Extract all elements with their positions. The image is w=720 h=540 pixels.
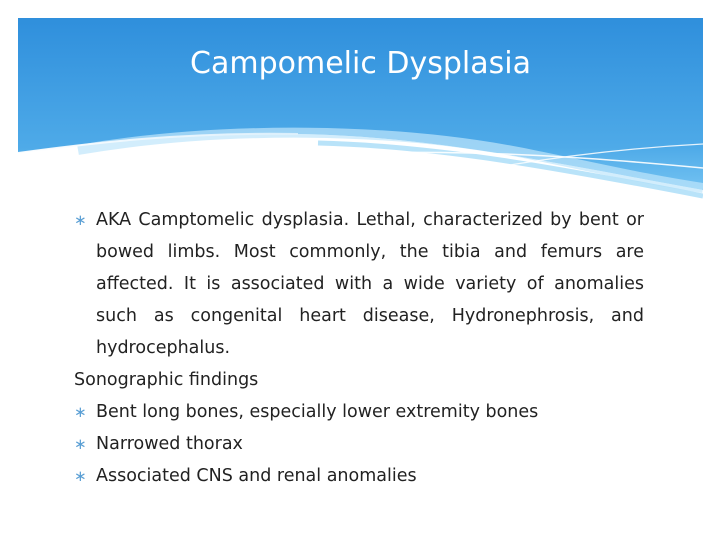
slide-body xyxy=(74,204,644,492)
list-item xyxy=(74,204,644,364)
list-item xyxy=(74,460,644,492)
list-item xyxy=(74,396,644,428)
asterisk-bullet-icon: ∗ xyxy=(74,435,87,453)
section-heading: Sonographic findings xyxy=(74,370,259,390)
finding-text: Narrowed thorax xyxy=(96,434,243,454)
asterisk-bullet-icon: ∗ xyxy=(74,211,87,229)
intro-text: AKA Camptomelic dysplasia. Lethal, characterized by bent or bowed limbs. Most commonly, the tibia and femurs are affected. It is associated with a wide variety of anomalies such as congenital heart disease, Hydronephrosis, and hydrocephalus. xyxy=(96,210,644,358)
finding-text: Bent long bones, especially lower extremity bones xyxy=(96,402,539,422)
finding-text: Associated CNS and renal anomalies xyxy=(96,466,417,486)
list-item xyxy=(74,428,644,460)
asterisk-bullet-icon: ∗ xyxy=(74,467,87,485)
asterisk-bullet-icon: ∗ xyxy=(74,403,87,421)
page-title: Campomelic Dysplasia xyxy=(190,46,531,81)
